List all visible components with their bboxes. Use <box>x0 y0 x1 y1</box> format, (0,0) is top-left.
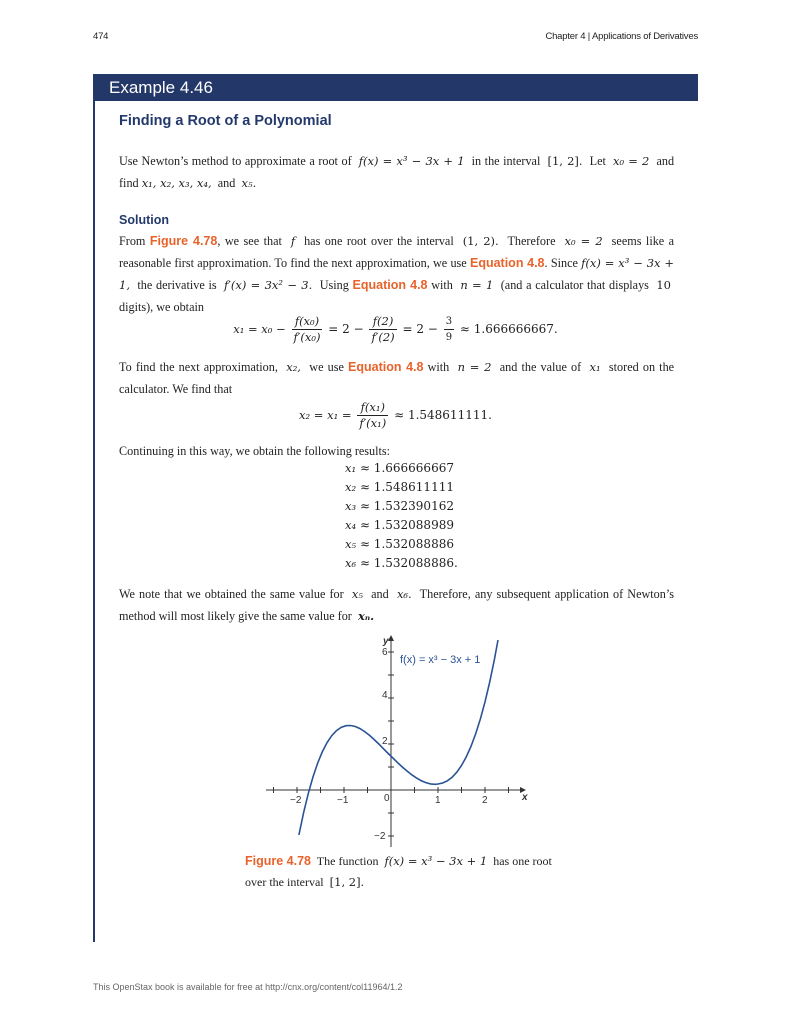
x-tick-label: −1 <box>337 795 349 806</box>
page-number: 474 <box>93 31 109 42</box>
result-row: x₆ ≈ 1.532088886. <box>345 556 458 570</box>
footer-note: This OpenStax book is available for free at http://cnx.org/content/col11964/1.2 <box>93 982 403 992</box>
solution-heading: Solution <box>119 213 169 227</box>
function-graph <box>262 632 532 852</box>
x-tick-label: 1 <box>435 795 441 806</box>
result-row: x₅ ≈ 1.532088886 <box>345 537 454 551</box>
result-row: x₄ ≈ 1.532088989 <box>345 518 454 532</box>
figure-caption: Figure 4.78 The function f(x) = x³ − 3x + 1 has one root over the interval [1, 2]. <box>245 854 552 889</box>
figure-label: Figure 4.78 <box>245 854 311 868</box>
result-row: x₂ ≈ 1.548611111 <box>345 480 454 494</box>
chapter-title: Chapter 4 | Applications of Derivatives <box>545 31 698 42</box>
equation-4-8-link[interactable]: Equation 4.8 <box>348 360 424 374</box>
equation-x2: x₂ = x₁ = $\frac{\text{f(x₁)}}{\text{f′(x₁)}}$ ≈ 1.548611111. <box>299 400 492 430</box>
x-tick-label: −2 <box>290 795 302 806</box>
y-tick-label: 6 <box>382 647 388 658</box>
paragraph-continuing: Continuing in this way, we obtain the following results: <box>119 444 391 458</box>
y-axis-label: y <box>383 636 389 647</box>
x-tick-label: 2 <box>482 795 488 806</box>
x-tick-label: 0 <box>384 793 390 804</box>
curve-label: f(x) = x³ − 3x + 1 <box>400 654 481 666</box>
solution-paragraph: From Figure 4.78, we see that f has one root over the interval (1, 2). Therefore x₀ = 2 seems like a reasonable first approximation. To find the next approximation, we use Equation 4.8. Since f(x) = x³ − 3x + 1, the derivative is f′(x) = 3x² − 3. Using Equation 4.8 with n = 1 (and a calculator that displays 10 digits), we obtain <box>119 234 675 314</box>
example-title: Finding a Root of a Polynomial <box>119 113 332 129</box>
function-curve <box>299 640 498 835</box>
problem-statement: Use Newton’s method to approximate a root of f(x) = x³ − 3x + 1 in the interval [1, 2]. Let x₀ = 2 and find x₁, x₂, x₃, x₄, and x₅. <box>119 154 675 190</box>
figure-4-78-link[interactable]: Figure 4.78 <box>149 234 218 248</box>
results-list <box>345 459 458 573</box>
paragraph-conclusion: We note that we obtained the same value for x₅ and x₆. Therefore, any subsequent application of Newton’s method will most likely give the same value for xₙ. <box>119 587 674 623</box>
x-axis-label: x <box>522 792 528 803</box>
y-tick-label: 4 <box>382 690 388 701</box>
y-axis-arrow-icon <box>388 635 394 641</box>
equation-4-8-link[interactable]: Equation 4.8 <box>469 256 545 270</box>
result-row: x₃ ≈ 1.532390162 <box>345 499 454 513</box>
paragraph-next-approximation: To find the next approximation, x₂, we use Equation 4.8 with n = 2 and the value of x₁ stored on the calculator. We find that <box>119 360 675 396</box>
example-header: Example 4.46 <box>93 74 698 101</box>
figure-graph <box>262 632 532 857</box>
y-tick-label: 2 <box>382 736 388 747</box>
equation-4-8-link[interactable]: Equation 4.8 <box>352 278 428 292</box>
result-row: x₁ ≈ 1.666666667 <box>345 461 454 475</box>
equation-x1: x₁ = x₀ − $\frac{\text{f(x₀)}}{\text{f′(x₀)}}$ = 2 − $\frac{f(2)}{f'(2)}$ = 2 − $\frac{3}{9}$ ≈ 1.666666667. <box>233 314 558 344</box>
y-tick-label: −2 <box>374 831 386 842</box>
